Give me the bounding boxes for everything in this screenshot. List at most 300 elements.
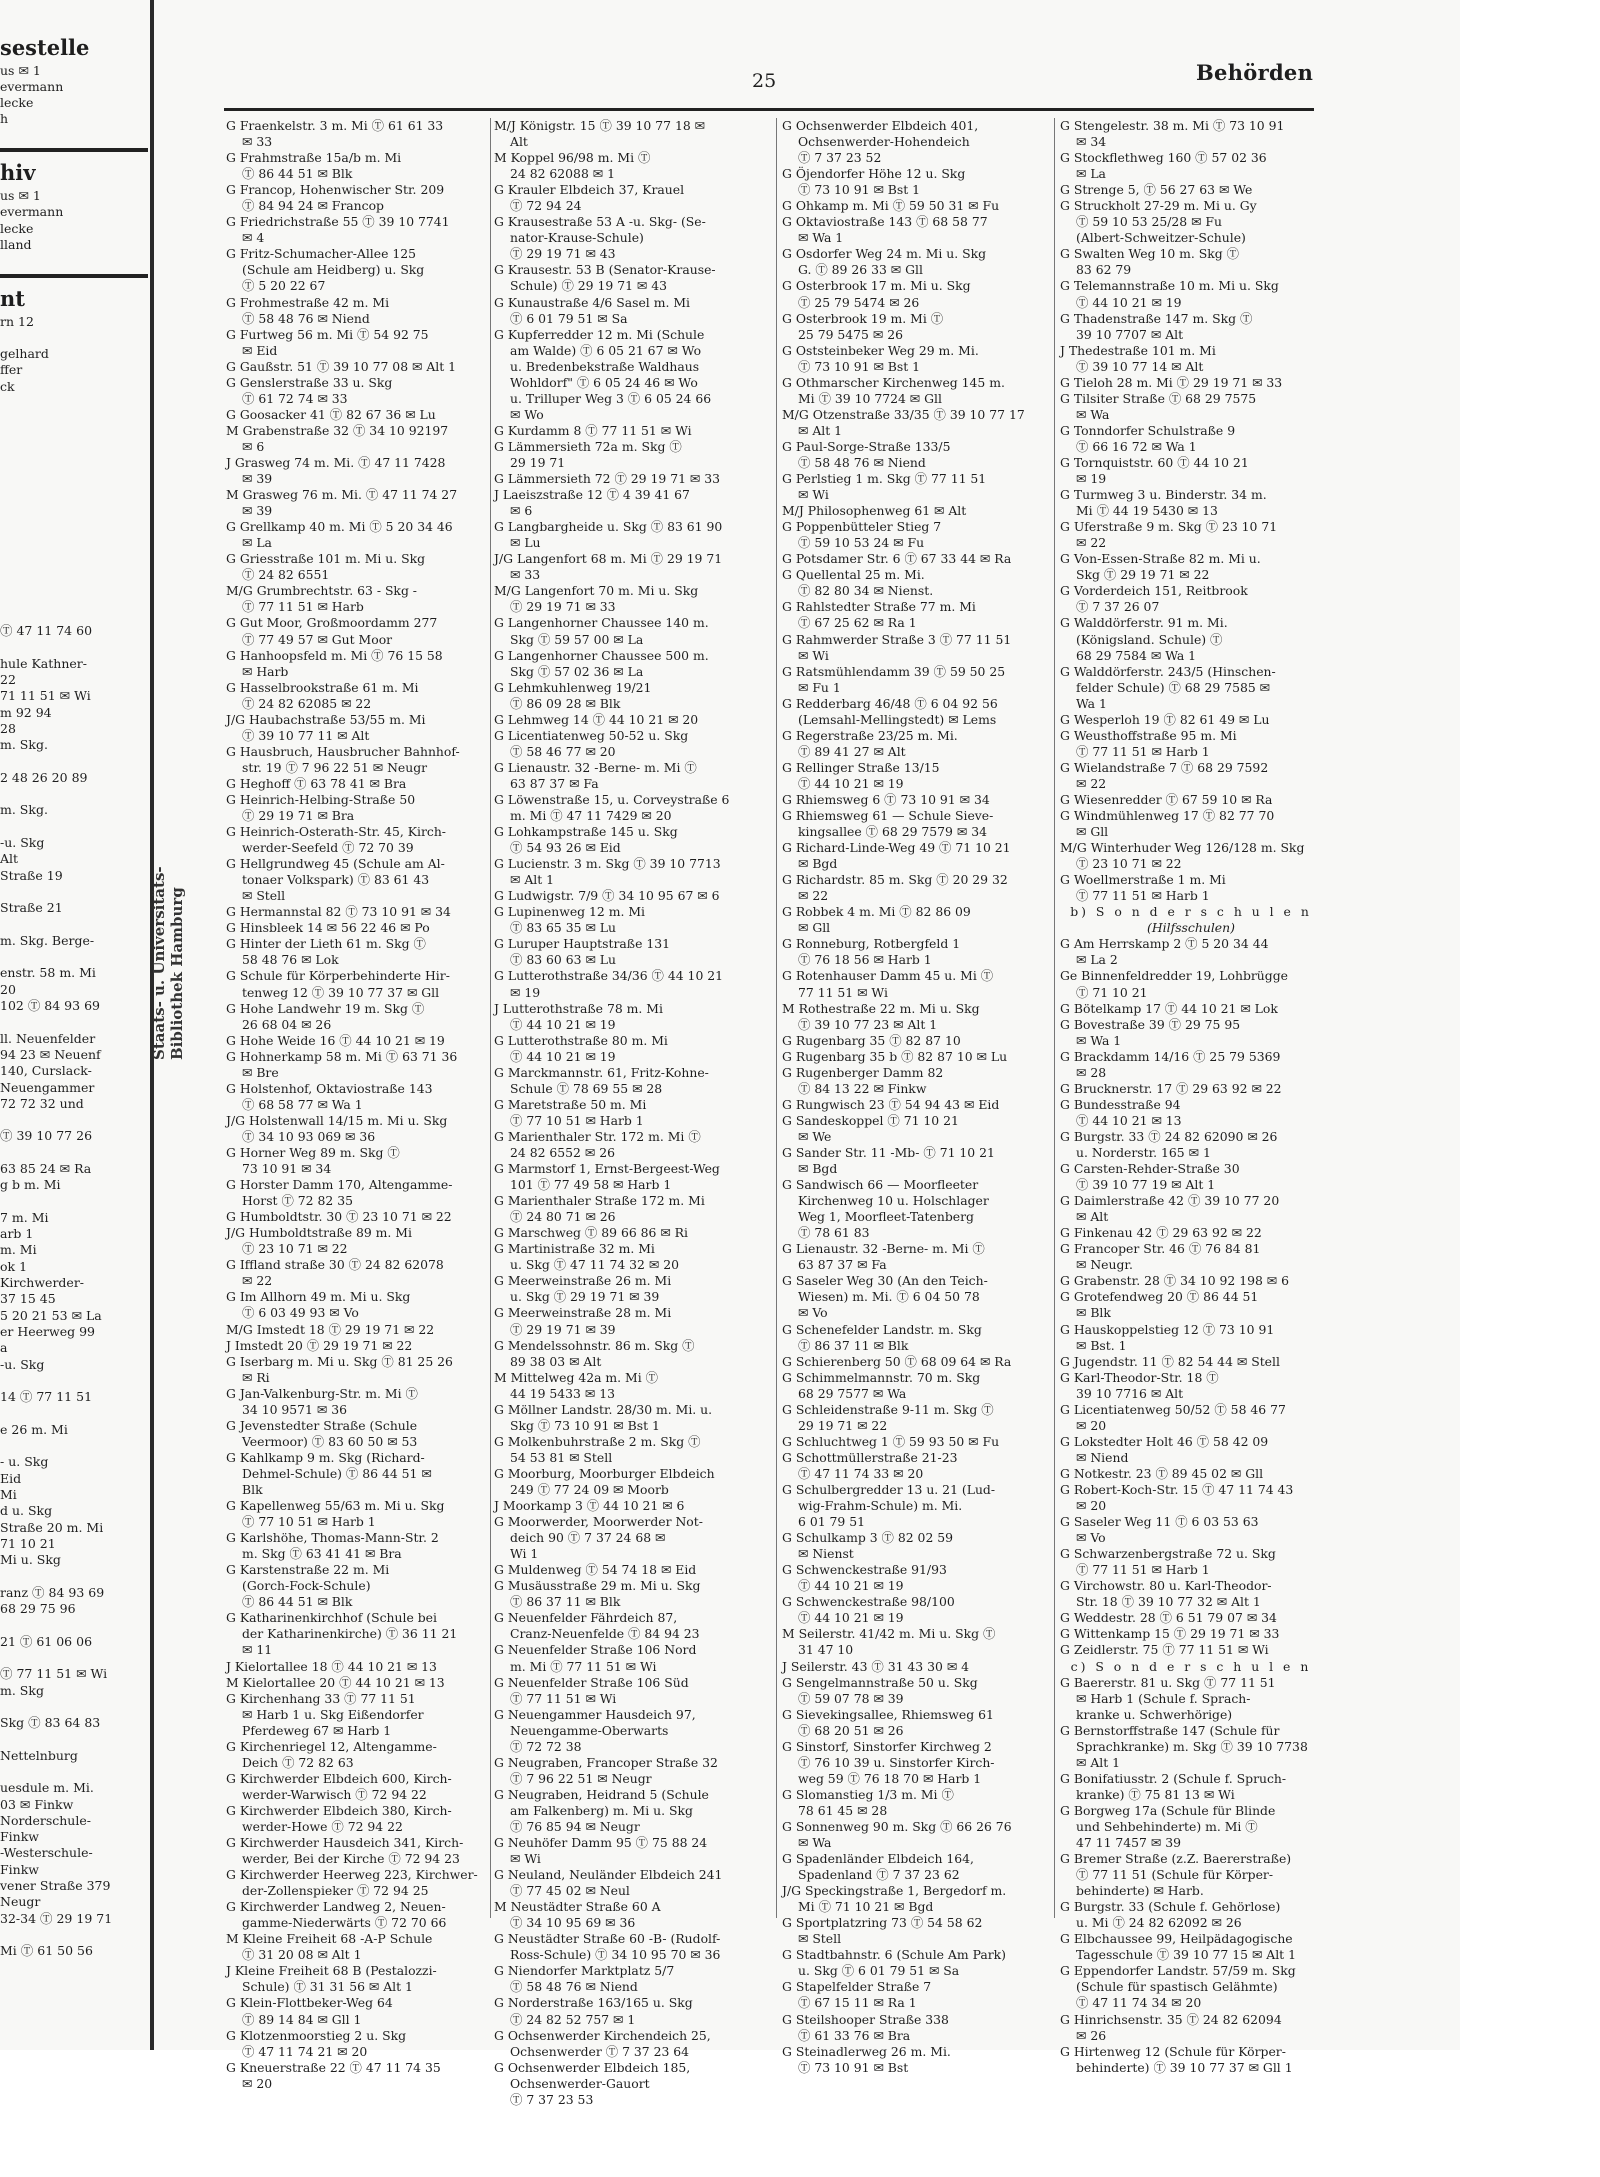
facing-page-line	[0, 128, 148, 144]
directory-entry-line: G Rungwisch 23 Ⓣ 54 94 43 ✉ Eid	[782, 1096, 1000, 1112]
facing-page-line: lland	[0, 236, 32, 252]
directory-entry-line: G Hermannstal 82 Ⓣ 73 10 91 ✉ 34	[226, 904, 451, 920]
facing-page-line	[0, 428, 148, 444]
directory-entry-line: G Hinsbleek 14 ✉ 56 22 46 ✉ Po	[226, 920, 430, 936]
directory-entry-line: Ⓣ 77 11 51 ✉ Harb	[242, 599, 364, 615]
library-stamp-line-1: Staats- u. Universitäts-	[150, 866, 168, 1060]
directory-entry-line: G Ochsenwerder Elbdeich 401,	[782, 118, 979, 133]
directory-entry-line: G Redderbarg 46/48 Ⓣ 6 04 92 56	[782, 695, 998, 711]
directory-entry-line: G Lämmersieth 72a m. Skg Ⓣ	[494, 438, 682, 454]
directory-entry-line: ✉ La	[242, 535, 272, 551]
directory-entry-line: 25 79 5475 ✉ 26	[798, 326, 903, 342]
directory-entry-line: Ⓣ 77 11 51 ✉ Wi	[510, 1690, 617, 1706]
facing-page-heading: nt	[0, 285, 25, 311]
directory-entry-line: Mi Ⓣ 39 10 7724 ✉ Gll	[798, 390, 942, 406]
directory-entry-line: G Heghoff Ⓣ 63 78 41 ✉ Bra	[226, 775, 407, 791]
directory-entry-line: Ⓣ 44 10 21 ✉ 19	[798, 1610, 904, 1626]
directory-entry-line: G Sonnenweg 90 m. Skg Ⓣ 66 26 76	[782, 1818, 1012, 1834]
directory-entry-line: u. Bredenbekstraße Waldhaus	[510, 358, 700, 374]
directory-entry-line: Ochsenwerder-Hohendeich	[798, 134, 970, 150]
facing-page-line: m. Mi	[0, 1242, 37, 1258]
directory-entry-line: ✉ 22	[1076, 535, 1107, 551]
directory-entry-line: Ⓣ 23 10 71 ✉ 22	[1076, 856, 1182, 872]
facing-page-line: Mi	[0, 1486, 17, 1502]
directory-entry-line: G Sievekingsallee, Rhiemsweg 61	[782, 1706, 994, 1722]
directory-entry-line: ✉ Stell	[242, 888, 286, 904]
directory-entry-line: G Am Herrskamp 2 Ⓣ 5 20 34 44	[1060, 936, 1269, 952]
directory-entry-line: G Swalten Weg 10 m. Skg Ⓣ	[1060, 246, 1240, 262]
directory-entry-line: G Neuenfelder Straße 106 Nord	[494, 1642, 697, 1658]
directory-entry-line: ✉ Harb	[242, 663, 289, 679]
directory-entry-line: Ⓣ 73 10 91 ✉ Bst	[798, 2059, 909, 2075]
directory-entry-line: 63 87 37 ✉ Fa	[798, 1257, 887, 1273]
facing-page-line	[0, 640, 148, 656]
directory-entry-line: G Daimlerstraße 42 Ⓣ 39 10 77 20	[1060, 1193, 1280, 1209]
directory-entry-line: ✉ 39	[242, 503, 273, 519]
directory-entry-line: ✉ 20	[1076, 1417, 1107, 1433]
directory-entry-line: Schule Ⓣ 78 69 55 ✉ 28	[510, 1080, 663, 1096]
directory-entry-line: ✉ 22	[1076, 775, 1107, 791]
directory-entry-line: M Mittelweg 42a m. Mi Ⓣ	[494, 1369, 659, 1385]
directory-entry-line: G Lohkampstraße 145 u. Skg	[494, 824, 678, 840]
facing-page-line: us ✉ 1	[0, 62, 41, 78]
directory-entry-line: G Notkestr. 23 Ⓣ 89 45 02 ✉ Gll	[1060, 1465, 1264, 1481]
directory-entry-line: G Thadenstraße 147 m. Skg Ⓣ	[1060, 310, 1253, 326]
section-subheading: (Hilfsschulen)	[1147, 920, 1235, 936]
directory-entry-line: 77 11 51 ✉ Wi	[798, 984, 888, 1000]
facing-page-line: 71 11 51 ✉ Wi	[0, 688, 91, 704]
directory-entry-line: J/G Holstenwall 14/15 m. Mi u. Skg	[226, 1112, 448, 1128]
directory-entry-line: Ⓣ 47 11 74 33 ✉ 20	[798, 1465, 924, 1481]
facing-page-line	[0, 477, 148, 493]
directory-entry-line: G Brackdamm 14/16 Ⓣ 25 79 5369	[1060, 1048, 1281, 1064]
header-rule	[224, 108, 1314, 111]
directory-entry-line: G Hanhoopsfeld m. Mi Ⓣ 76 15 58	[226, 647, 443, 663]
directory-entry-line: G Perlstieg 1 m. Skg Ⓣ 77 11 51	[782, 471, 987, 487]
directory-entry-line: Ⓣ 72 72 38	[510, 1738, 582, 1754]
facing-page-line: us ✉ 1	[0, 188, 41, 204]
facing-page-line	[0, 1568, 148, 1584]
directory-entry-line: Ⓣ 7 37 23 52	[798, 150, 882, 166]
directory-entry-line: Ⓣ 7 37 23 53	[510, 2091, 594, 2107]
directory-entry-line: G Telemannstraße 10 m. Mi u. Skg	[1060, 278, 1279, 294]
facing-page-line: Straße 20 m. Mi	[0, 1519, 104, 1535]
directory-entry-line: G Schleidenstraße 9-11 m. Skg Ⓣ	[782, 1401, 994, 1417]
directory-entry-line: G Musäusstraße 29 m. Mi u. Skg	[494, 1578, 701, 1594]
directory-entry-line: G Kirchwerder Heerweg 223, Kirchwer-	[226, 1867, 478, 1883]
directory-entry-line: ✉ Wa	[1076, 406, 1110, 422]
directory-entry-line: M/G Winterhuder Weg 126/128 m. Skg	[1060, 840, 1305, 856]
column-divider	[490, 118, 491, 1918]
directory-entry-line: Ⓣ 39 10 77 11 ✉ Alt	[242, 727, 370, 743]
directory-entry-line: G Grotefendweg 20 Ⓣ 86 44 51	[1060, 1289, 1259, 1305]
directory-entry-line: ✉ 20	[242, 2075, 273, 2091]
directory-entry-line: G Kirchenriegel 12, Altengamme-	[226, 1738, 437, 1754]
directory-entry-line: G Schwenckestraße 98/100	[782, 1594, 955, 1610]
facing-page-line: 71 10 21	[0, 1535, 56, 1551]
directory-entry-line: J Thedestraße 101 m. Mi	[1060, 342, 1216, 358]
directory-entry-line: ✉ 19	[510, 984, 541, 1000]
directory-entry-line: G Slomanstieg 1/3 m. Mi Ⓣ	[782, 1786, 954, 1802]
column-divider	[776, 118, 777, 1918]
directory-entry-line: G Von-Essen-Straße 82 m. Mi u.	[1060, 551, 1261, 567]
facing-page-line: lecke	[0, 95, 34, 111]
directory-entry-line: G Poppenbütteler Stieg 7	[782, 519, 942, 535]
directory-entry-line: G Lehmweg 14 Ⓣ 44 10 21 ✉ 20	[494, 711, 699, 727]
directory-entry-line: G Potsdamer Str. 6 Ⓣ 67 33 44 ✉ Ra	[782, 551, 1012, 567]
directory-entry-line: G Hohnerkamp 58 m. Mi Ⓣ 63 71 36	[226, 1048, 458, 1064]
directory-entry-line: Ⓣ 76 18 56 ✉ Harb 1	[798, 952, 932, 968]
directory-entry-line: Ⓣ 67 25 62 ✉ Ra 1	[798, 615, 917, 631]
directory-entry-line: G Marmstorf 1, Ernst-Bergeest-Weg	[494, 1161, 720, 1177]
directory-entry-line: G Hinrichsenstr. 35 Ⓣ 24 82 62094	[1060, 2011, 1282, 2027]
directory-entry-line: Ⓣ 34 10 95 69 ✉ 36	[510, 1915, 636, 1931]
facing-page-line: - u. Skg	[0, 1454, 49, 1470]
directory-entry-line: G Lucienstr. 3 m. Skg Ⓣ 39 10 7713	[494, 856, 721, 872]
directory-entry-line: Ⓣ 59 07 78 ✉ 39	[798, 1690, 904, 1706]
directory-entry-line: G Hausbruch, Hausbrucher Bahnhof-	[226, 743, 460, 759]
directory-entry-line: G Bernstorffstraße 147 (Schule für	[1060, 1722, 1280, 1738]
directory-entry-line: ✉ Bgd	[798, 1161, 838, 1177]
directory-entry-line: G Klein-Flottbeker-Weg 64	[226, 1995, 393, 2011]
directory-entry-line: Ⓣ 89 14 84 ✉ Gll 1	[242, 2011, 362, 2027]
directory-column-1	[226, 118, 488, 2091]
facing-page-line	[0, 1927, 148, 1943]
facing-page-line	[0, 1731, 148, 1747]
facing-page-line: -u. Skg	[0, 1356, 45, 1372]
directory-entry-line: G Frohmestraße 42 m. Mi	[226, 294, 390, 310]
directory-entry-line: M/J Philosophenweg 61 ✉ Alt	[782, 503, 967, 519]
directory-entry-line: G Grellkamp 40 m. Mi Ⓣ 5 20 34 46	[226, 519, 453, 535]
directory-entry-line: G Baererstr. 81 u. Skg Ⓣ 77 11 51	[1060, 1674, 1276, 1690]
directory-entry-line: 89 38 03 ✉ Alt	[510, 1353, 602, 1369]
directory-entry-line: G Kirchwerder Hausdeich 341, Kirch-	[226, 1835, 464, 1851]
directory-entry-line: G Neuhöfer Damm 95 Ⓣ 75 88 24	[494, 1835, 708, 1851]
directory-entry-line: G Krausestraße 53 A -u. Skg- (Se-	[494, 214, 706, 230]
directory-entry-line: G Kapellenweg 55/63 m. Mi u. Skg	[226, 1498, 445, 1514]
directory-entry-line: Ⓣ 47 11 74 21 ✉ 20	[242, 2043, 368, 2059]
directory-entry-line: G Regerstraße 23/25 m. Mi.	[782, 727, 958, 743]
directory-entry-line: J Kleine Freiheit 68 B (Pestalozzi-	[226, 1963, 437, 1979]
directory-entry-line: Ⓣ 29 19 71 ✉ 39	[510, 1321, 616, 1337]
directory-entry-line: kingsallee Ⓣ 68 29 7579 ✉ 34	[798, 824, 987, 840]
directory-entry-line: G Francoper Str. 46 Ⓣ 76 84 81	[1060, 1241, 1261, 1257]
directory-entry-line: G Osterbrook 17 m. Mi u. Skg	[782, 278, 971, 294]
directory-entry-line: G Grabenstr. 28 Ⓣ 34 10 92 198 ✉ 6	[1060, 1273, 1290, 1289]
directory-entry-line: G Horner Weg 89 m. Skg Ⓣ	[226, 1145, 400, 1160]
directory-entry-line: Wi 1	[510, 1546, 539, 1562]
directory-entry-line: Kirchenweg 10 u. Holschlager	[798, 1193, 989, 1209]
directory-column-2	[494, 118, 770, 2107]
directory-entry-line: m. Skg Ⓣ 63 41 41 ✉ Bra	[242, 1546, 402, 1562]
directory-entry-line: G Molkenbuhrstraße 2 m. Skg Ⓣ	[494, 1433, 701, 1449]
directory-entry-line: Ⓣ 29 19 71 ✉ Bra	[242, 808, 355, 824]
directory-entry-line: G Marienthaler Str. 172 m. Mi Ⓣ	[494, 1128, 701, 1144]
directory-entry-line: G Krausestr. 53 B (Senator-Krause-	[494, 262, 716, 278]
directory-entry-line: Ⓣ 77 11 51 ✉ Harb 1	[1076, 1562, 1210, 1578]
directory-entry-line: J Moorkamp 3 Ⓣ 44 10 21 ✉ 6	[494, 1498, 685, 1514]
facing-page-line: -Westerschule-	[0, 1845, 93, 1861]
facing-page-line: 14 Ⓣ 77 11 51	[0, 1389, 93, 1405]
directory-entry-line: G Schulkamp 3 Ⓣ 82 02 59	[782, 1530, 954, 1546]
directory-entry-line: u. Skg Ⓣ 29 19 71 ✉ 39	[510, 1289, 660, 1305]
facing-page-heading: hiv	[0, 160, 36, 186]
directory-entry-line: Ⓣ 44 10 21 ✉ 19	[510, 1048, 616, 1064]
directory-entry-line: Ⓣ 34 10 93 069 ✉ 36	[242, 1128, 376, 1144]
directory-entry-line: Ⓣ 84 94 24 ✉ Francop	[242, 198, 384, 214]
running-head: Behörden	[1196, 60, 1314, 85]
directory-entry-line: G Struckholt 27-29 m. Mi u. Gy	[1060, 198, 1257, 214]
facing-page-line: m. Skg	[0, 1682, 44, 1698]
facing-page-line	[0, 1650, 148, 1666]
directory-entry-line: G Hellgrundweg 45 (Schule am Al-	[226, 856, 445, 872]
facing-page-line: Norderschule-	[0, 1812, 91, 1828]
directory-entry-line: Ⓣ 76 85 94 ✉ Neugr	[510, 1818, 640, 1834]
directory-entry-line: Ⓣ 44 10 21 ✉ 19	[798, 775, 904, 791]
directory-entry-line: G Langenhorner Chaussee 500 m.	[494, 647, 709, 663]
directory-entry-line: G Löwenstraße 15, u. Corveystraße 6	[494, 791, 730, 807]
directory-entry-line: und Sehbehinderte) m. Mi Ⓣ	[1076, 1818, 1258, 1834]
facing-page-line: 03 ✉ Finkw	[0, 1796, 74, 1812]
directory-entry-line: G Klotzenmoorstieg 2 u. Skg	[226, 2027, 407, 2043]
directory-entry-line: Ⓣ 83 60 63 ✉ Lu	[510, 952, 616, 968]
directory-entry-line: G Osdorfer Weg 24 m. Mi u. Skg	[782, 246, 987, 262]
directory-entry-line: 47 11 7457 ✉ 39	[1076, 1835, 1181, 1851]
directory-entry-line: Ⓣ 76 10 39 u. Sinstorfer Kirch-	[798, 1754, 995, 1770]
facing-page-line	[0, 754, 148, 770]
directory-entry-line: G Neuenfelder Fährdeich 87,	[494, 1610, 678, 1626]
directory-entry-line: weg 59 Ⓣ 76 18 70 ✉ Harb 1	[798, 1770, 982, 1786]
directory-entry-line: ✉ Lu	[510, 535, 541, 551]
directory-entry-line: Schule) Ⓣ 31 31 56 ✉ Alt 1	[242, 1979, 413, 1995]
facing-page-line: -u. Skg	[0, 835, 45, 851]
directory-entry-line: ✉ 6	[242, 438, 265, 454]
facing-page-line	[0, 1405, 148, 1421]
directory-entry-line: ✉ La 2	[1076, 952, 1118, 968]
directory-entry-line: ✉ Wa 1	[798, 230, 844, 246]
directory-entry-line: 24 82 62088 ✉ 1	[510, 166, 615, 182]
directory-entry-line: G Kirchwerder Landweg 2, Neuen-	[226, 1899, 446, 1915]
directory-entry-line: G Wiesenredder Ⓣ 67 59 10 ✉ Ra	[1060, 791, 1273, 807]
directory-entry-line: 58 48 76 ✉ Lok	[242, 952, 339, 968]
directory-entry-line: G Schenefelder Landstr. m. Skg	[782, 1321, 982, 1337]
directory-entry-line: Ⓣ 6 01 79 51 ✉ Sa	[510, 310, 628, 326]
directory-entry-line: 26 68 04 ✉ 26	[242, 1016, 332, 1032]
facing-page-line: 7 m. Mi	[0, 1209, 49, 1225]
directory-entry-line: ✉ 11	[242, 1642, 273, 1658]
directory-entry-line: Ⓣ 61 72 74 ✉ 33	[242, 390, 348, 406]
directory-entry-line: Ⓣ 44 10 21 ✉ 13	[1076, 1112, 1182, 1128]
directory-entry-line: G Othmarscher Kirchenweg 145 m.	[782, 374, 1005, 390]
directory-entry-line: G Katharinenkirchhof (Schule bei	[226, 1610, 437, 1626]
directory-entry-line: G. Ⓣ 89 26 33 ✉ Gll	[798, 262, 923, 278]
directory-entry-line: G Heinrich-Helbing-Straße 50	[226, 791, 416, 807]
section-heading: c) S o n d e r s c h u l e n	[1070, 1658, 1312, 1674]
directory-entry-line: Cranz-Neuenfelde Ⓣ 84 94 23	[510, 1626, 700, 1642]
directory-entry-line: G Weusthoffstraße 95 m. Mi	[1060, 727, 1237, 743]
directory-entry-line: der Katharinenkirche) Ⓣ 36 11 21	[242, 1626, 458, 1642]
directory-entry-line: ✉ Wi	[798, 647, 829, 663]
directory-entry-line: G Jugendstr. 11 Ⓣ 82 54 44 ✉ Stell	[1060, 1353, 1280, 1369]
directory-entry-line: werder-Seefeld Ⓣ 72 70 39	[242, 840, 414, 856]
directory-entry-line: (Gorch-Fock-Schule)	[242, 1578, 371, 1594]
facing-page-line: rn 12	[0, 313, 34, 329]
facing-page-line: 28	[0, 720, 16, 736]
facing-page-line	[0, 1764, 148, 1780]
facing-page-line	[0, 1014, 148, 1030]
directory-entry-line: 44 19 5433 ✉ 13	[510, 1385, 615, 1401]
directory-entry-line: G Ochsenwerder Kirchendeich 25,	[494, 2027, 711, 2043]
directory-entry-line: G Robbek 4 m. Mi Ⓣ 82 86 09	[782, 904, 971, 920]
directory-entry-line: G Friedrichstraße 55 Ⓣ 39 10 7741	[226, 214, 450, 230]
directory-entry-line: G Wittenkamp 15 Ⓣ 29 19 71 ✉ 33	[1060, 1626, 1280, 1642]
directory-entry-line: Ⓣ 47 11 74 34 ✉ 20	[1076, 1995, 1202, 2011]
directory-entry-line: J/G Humboldtstraße 89 m. Mi	[226, 1225, 412, 1241]
directory-entry-line: G Kunaustraße 4/6 Sasel m. Mi	[494, 294, 690, 310]
directory-entry-line: M/G Imstedt 18 Ⓣ 29 19 71 ✉ 22	[226, 1321, 435, 1337]
directory-entry-line: G Neustädter Straße 60 -B- (Rudolf-	[494, 1931, 721, 1947]
directory-entry-line: Ⓣ 58 48 76 ✉ Niend	[242, 310, 370, 326]
directory-entry-line: G Lokstedter Holt 46 Ⓣ 58 42 09	[1060, 1433, 1269, 1449]
directory-entry-line: am Falkenberg) m. Mi u. Skg	[510, 1802, 693, 1818]
directory-entry-line: G Marckmannstr. 61, Fritz-Kohne-	[494, 1064, 709, 1080]
directory-entry-line: G Heinrich-Osterath-Str. 45, Kirch-	[226, 824, 446, 840]
directory-entry-line: G Neuenfelder Straße 106 Süd	[494, 1674, 689, 1690]
directory-entry-line: Ⓣ 25 79 5474 ✉ 26	[798, 294, 920, 310]
directory-entry-line: werder-Howe Ⓣ 72 94 22	[242, 1818, 403, 1834]
directory-entry-line: G Wesperloh 19 Ⓣ 82 61 49 ✉ Lu	[1060, 711, 1270, 727]
directory-entry-line: G Ratsmühlendamm 39 Ⓣ 59 50 25	[782, 663, 1006, 679]
directory-entry-line: ✉ Neugr.	[1076, 1257, 1133, 1273]
directory-entry-line: Ⓣ 39 10 77 14 ✉ Alt	[1076, 358, 1204, 374]
directory-entry-line: G Carsten-Rehder-Straße 30	[1060, 1161, 1240, 1177]
directory-entry-line: G Osterbrook 19 m. Mi Ⓣ	[782, 310, 944, 326]
directory-entry-line: ✉ Stell	[798, 1931, 842, 1947]
directory-entry-line: G Lämmersieth 72 Ⓣ 29 19 71 ✉ 33	[494, 471, 720, 487]
directory-entry-line: Veermoor) Ⓣ 83 60 50 ✉ 53	[242, 1433, 418, 1449]
directory-entry-line: Ⓣ 86 37 11 ✉ Blk	[510, 1594, 621, 1610]
directory-entry-line: Ⓣ 66 16 72 ✉ Wa 1	[1076, 438, 1197, 454]
facing-page-line: Skg Ⓣ 83 64 83	[0, 1715, 101, 1731]
directory-entry-line: J/G Haubachstraße 53/55 m. Mi	[226, 711, 426, 727]
facing-page-line	[0, 1617, 148, 1633]
directory-entry-line: tenweg 12 Ⓣ 39 10 77 37 ✉ Gll	[242, 984, 440, 1000]
facing-page-line: Ⓣ 39 10 77 26	[0, 1128, 93, 1144]
facing-page-line: 32-34 Ⓣ 29 19 71	[0, 1910, 113, 1926]
directory-entry-line: 249 Ⓣ 77 24 09 ✉ Moorb	[510, 1481, 669, 1497]
facing-page-line: evermann	[0, 78, 64, 94]
directory-entry-line: G Sandeskoppel Ⓣ 71 10 21	[782, 1112, 959, 1128]
directory-entry-line: G Rellinger Straße 13/15	[782, 759, 940, 775]
directory-entry-line: G Lehmkuhlenweg 19/21	[494, 679, 652, 695]
directory-entry-line: G Saseler Weg 30 (An den Teich-	[782, 1273, 988, 1289]
directory-entry-line: G Finkenau 42 Ⓣ 29 63 92 ✉ 22	[1060, 1225, 1262, 1241]
directory-entry-line: G Sinstorf, Sinstorfer Kirchweg 2	[782, 1738, 992, 1754]
facing-page-line	[0, 1373, 148, 1389]
directory-entry-line: G Langenhorner Chaussee 140 m.	[494, 615, 709, 631]
directory-entry-line: M Koppel 96/98 m. Mi Ⓣ	[494, 150, 651, 166]
directory-entry-line: J/G Speckingstraße 1, Bergedorf m.	[782, 1883, 1007, 1899]
directory-entry-line: G Weddestr. 28 Ⓣ 6 51 79 07 ✉ 34	[1060, 1610, 1277, 1626]
directory-entry-line: G Fraenkelstr. 3 m. Mi Ⓣ 61 61 33	[226, 118, 444, 133]
facing-page-line	[0, 509, 148, 525]
facing-page-line: ck	[0, 378, 15, 394]
directory-entry-line: G Schwenckestraße 91/93	[782, 1562, 947, 1578]
facing-page-line	[0, 460, 148, 476]
directory-entry-line: G Bovestraße 39 Ⓣ 29 75 95	[1060, 1016, 1241, 1032]
directory-entry-line: G Ochsenwerder Elbdeich 185,	[494, 2059, 691, 2075]
directory-entry-line: G Fritz-Schumacher-Allee 125	[226, 246, 417, 262]
directory-entry-line: ✉ 33	[242, 134, 273, 150]
directory-entry-line: Spadenland Ⓣ 7 37 23 62	[798, 1867, 960, 1883]
facing-page-line: ok 1	[0, 1258, 28, 1274]
directory-entry-line: ✉ 39	[242, 471, 273, 487]
directory-entry-line: G Schierenberg 50 Ⓣ 68 09 64 ✉ Ra	[782, 1353, 1012, 1369]
directory-entry-line: u. Skg Ⓣ 47 11 74 32 ✉ 20	[510, 1257, 679, 1273]
directory-entry-line: G Schule für Körperbehinderte Hir-	[226, 968, 450, 984]
section-heading: b) S o n d e r s c h u l e n	[1070, 904, 1312, 920]
directory-entry-line: J Seilerstr. 43 Ⓣ 31 43 30 ✉ 4	[782, 1658, 970, 1674]
directory-entry-line: G Wielandstraße 7 Ⓣ 68 29 7592	[1060, 759, 1269, 775]
facing-page-line: 63 85 24 ✉ Ra	[0, 1161, 92, 1176]
directory-entry-line: G Vorderdeich 151, Reitbrook	[1060, 583, 1248, 599]
directory-entry-line: G Iserbarg m. Mi u. Skg Ⓣ 81 25 26	[226, 1353, 453, 1369]
facing-page-line: h	[0, 111, 9, 127]
directory-entry-line: Ⓣ 39 10 77 23 ✉ Alt 1	[798, 1016, 938, 1032]
directory-entry-line: G Spadenländer Elbdeich 164,	[782, 1851, 974, 1867]
directory-entry-line: 63 87 37 ✉ Fa	[510, 775, 599, 791]
directory-entry-line: ✉ Bre	[242, 1064, 279, 1080]
facing-page-line: m. Skg. Berge-	[0, 932, 95, 948]
directory-entry-line: 68 29 7584 ✉ Wa 1	[1076, 647, 1197, 663]
directory-entry-line: G Holstenhof, Oktaviostraße 143	[226, 1080, 433, 1096]
facing-page-line: Ⓣ 47 11 74 60	[0, 623, 93, 639]
directory-entry-line: G Elbchaussee 99, Heilpädagogische	[1060, 1931, 1293, 1947]
directory-entry-line: G Quellental 25 m. Mi.	[782, 567, 925, 583]
facing-page-line	[0, 949, 148, 965]
directory-entry-line: ✉ Gll	[798, 920, 831, 936]
directory-entry-line: M Grabenstraße 32 Ⓣ 34 10 92197	[226, 422, 449, 438]
directory-entry-line: G Im Allhorn 49 m. Mi u. Skg	[226, 1289, 411, 1305]
directory-entry-line: G Steinadlerweg 26 m. Mi.	[782, 2043, 951, 2059]
directory-entry-line: G Tonndorfer Schulstraße 9	[1060, 422, 1236, 438]
facing-page-line: Neugr	[0, 1894, 41, 1910]
directory-entry-line: G Stockflethweg 160 Ⓣ 57 02 36	[1060, 150, 1267, 166]
section-rule	[0, 148, 148, 152]
directory-entry-line: G Kupferredder 12 m. Mi (Schule	[494, 326, 705, 342]
directory-entry-line: ✉ Vo	[798, 1305, 828, 1321]
directory-entry-line: G Karl-Theodor-Str. 18 Ⓣ	[1060, 1369, 1219, 1385]
directory-entry-line: G Burgstr. 33 (Schule f. Gehörlose)	[1060, 1899, 1281, 1915]
directory-entry-line: G Stapelfelder Straße 7	[782, 1979, 932, 1995]
directory-entry-line: felder Schule) Ⓣ 68 29 7585 ✉	[1076, 679, 1271, 695]
facing-page-line: 94 23 ✉ Neuenf	[0, 1046, 101, 1062]
directory-column-3	[782, 118, 1050, 2075]
directory-entry-line: ✉ Bgd	[798, 856, 838, 872]
facing-page-line: Straße 19	[0, 867, 63, 883]
directory-entry-line: ✉ Wo	[510, 406, 544, 422]
directory-entry-line: G Neugraben, Francoper Straße 32	[494, 1754, 718, 1770]
facing-page-line	[0, 493, 148, 509]
directory-entry-line: (Lemsahl-Mellingstedt) ✉ Lems	[798, 711, 997, 727]
facing-page-line: gelhard	[0, 346, 49, 362]
directory-entry-line: M/G Langenfort 70 m. Mi u. Skg	[494, 583, 699, 599]
directory-entry-line: M Kleine Freiheit 68 -A-P Schule	[226, 1931, 433, 1947]
directory-entry-line: G Norderstraße 163/165 u. Skg	[494, 1995, 693, 2011]
directory-entry-line: G Schulbergredder 13 u. 21 (Lud-	[782, 1481, 996, 1497]
facing-page-line	[0, 444, 148, 460]
directory-entry-line: m. Mi Ⓣ 47 11 7429 ✉ 20	[510, 808, 672, 824]
